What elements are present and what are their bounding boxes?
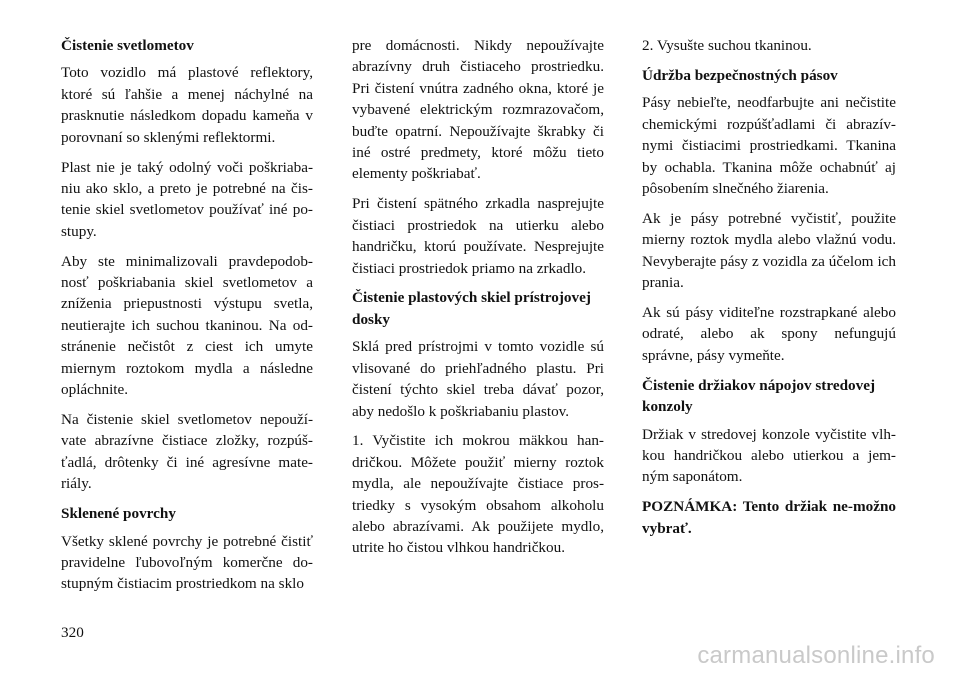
paragraph: Na čistenie skiel svetlometov nepouží-vate abrazívne čistiace zložky, rozpúš-ťadlá, drôtenky či iné agresívne mate-riály. (61, 411, 313, 493)
paragraph: 1. Vyčistite ich mokrou mäkkou han-dričkou. Môžete použiť mierny roztok mydla, ale nepoužívajte čistiace pros-triedky s vysokým obsahom alkoholu alebo abrazívami. Ak použijete mydlo, utrite ho čistou vlhkou handričkou. (352, 432, 604, 557)
text-column-2 (352, 35, 604, 567)
text-column-1 (61, 35, 313, 603)
section-heading-instrument-panel-lens: Čistenie plastových skiel prístrojovej dosky (352, 289, 591, 328)
watermark-text: carmanualsonline.info (697, 642, 935, 669)
paragraph: Toto vozidlo má plastové reflektory, ktoré sú ľahšie a menej náchylné na prasknutie následkom dopadu kameňa v porovnaní so sklenými reflektormi. (61, 64, 313, 146)
paragraph: Aby ste minimalizovali pravdepodob-nosť poškriabania skiel svetlometov a zníženia priepustnosti výstupu svetla, neutierajte ich suchou tkaninou. Na od-stránenie nečistôt z ciest ich umyte miernym roztokom mydla a následne opláchnite. (61, 252, 313, 399)
section-heading-headlight-cleaning: Čistenie svetlometov (61, 37, 194, 54)
section-heading-seat-belt-maintenance: Údržba bezpečnostných pásov (642, 66, 838, 84)
paragraph: Plast nie je taký odolný voči poškriaba-niu ako sklo, a preto je potrebné na čis-tenie skiel svetlometov používať iné po-stupy. (61, 158, 313, 240)
section-heading-cupholder-cleaning: Čistenie držiakov nápojov stredovej konzoly (642, 376, 876, 416)
note-text: POZNÁMKA: Tento držiak ne-možno vybrať. (642, 498, 896, 537)
paragraph: Držiak v stredovej konzole vyčistite vlh-kou handričkou alebo utierkou a jem-ným saponátom. (642, 425, 896, 486)
page-number: 320 (61, 624, 84, 641)
paragraph: pre domácnosti. Nikdy nepoužívajte abrazívny druh čistiaceho prostriedku. Pri čistení vnútra zadného okna, ktoré je vybavené elektrickým rozmrazovačom, buďte opatrní. Nepoužívajte škrabky či iné ostré predmety, ktoré môžu tieto elementy poškriabať. (352, 37, 604, 183)
paragraph: Sklá pred prístrojmi v tomto vozidle sú vlisované do priehľadného plastu. Pri čistení týchto skiel treba dávať pozor, aby nedošlo k poškriabaniu plastov. (352, 338, 604, 420)
paragraph: Všetky sklené povrchy je potrebné čistiť pravidelne ľubovoľným komerčne do-stupným čistiacim prostriedkom na sklo (61, 532, 313, 593)
paragraph: Pri čistení spätného zrkadla nasprejujte čistiaci prostriedok na utierku alebo handričku, ktorú používate. Nesprejujte čistiaci prostriedok priamo na zrkadlo. (352, 195, 604, 277)
paragraph: Ak je pásy potrebné vyčistiť, použite mierny roztok mydla alebo vlažnú vodu. Nevyberajte pásy z vozidla za účelom ich prania. (642, 209, 896, 292)
paragraph: Ak sú pásy viditeľne rozstrapkané alebo odraté, alebo ak spony nefungujú správne, pásy vymeňte. (642, 303, 896, 364)
text-column-3 (642, 35, 896, 548)
section-heading-glass-surfaces: Sklenené povrchy (61, 505, 176, 523)
paragraph: 2. Vysušte suchou tkaninou. (642, 37, 812, 54)
paragraph: Pásy nebieľte, neodfarbujte ani nečistite chemickými rozpúšťadlami či abrazív-nymi čistiacimi prostriedkami. Tkanina by ochabla. Tkanina môže ochabnúť aj pôsobením slnečného žiarenia. (642, 94, 896, 197)
